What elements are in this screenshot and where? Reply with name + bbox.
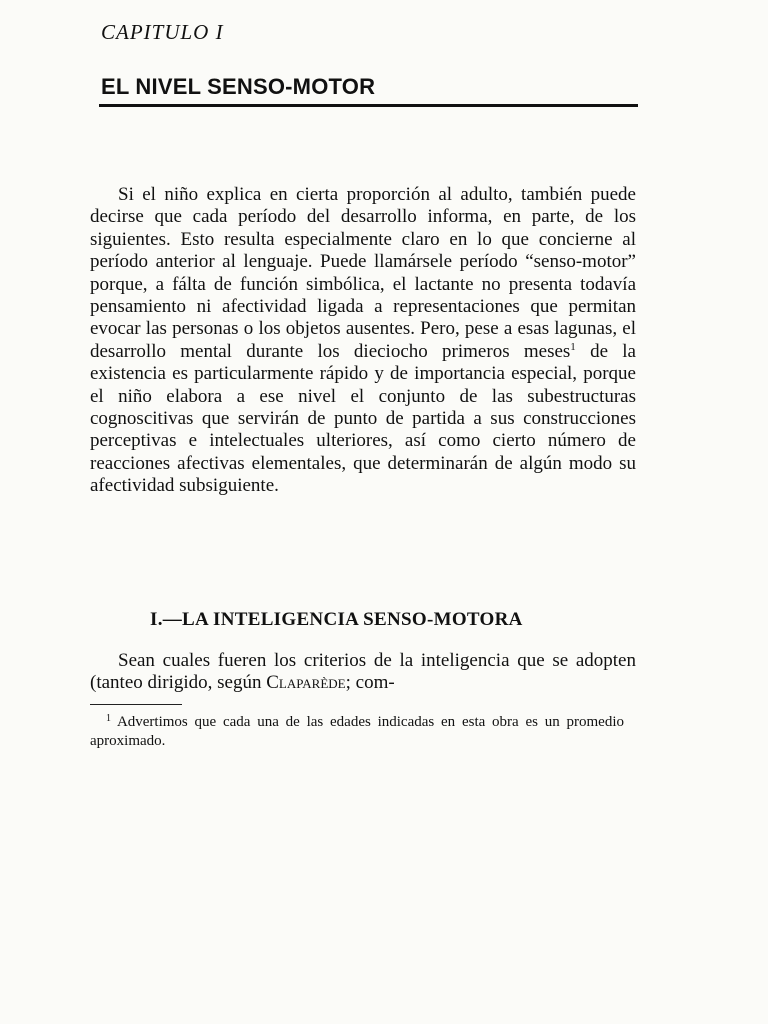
paragraph-section-text-b: ; com- xyxy=(345,672,395,694)
footnote-divider xyxy=(90,704,182,705)
paragraph-section-start xyxy=(90,650,636,695)
paragraph-intro-text-a: Si el niño explica en cierta proporción al adulto, también puede decirse que cada período del desarrollo informa, en parte, de los siguientes. Esto resulta especialmente claro en lo que concierne al período anterior al lenguaje. Puede llamársele período “senso-motor” porque, a fálta de función simbólica, el lactante no presenta todavía pensamiento ni afectividad ligada a representaciones que permitan evocar las personas o los objetos ausentes. Pero, pese a esas lagunas, el desarrollo mental durante los dieciocho primeros meses xyxy=(90,184,636,362)
chapter-label: CAPITULO I xyxy=(101,20,224,44)
section-heading: I.—LA INTELIGENCIA SENSO-MOTORA xyxy=(150,609,523,630)
paragraph-intro xyxy=(90,184,636,498)
footnote-reference: 1 xyxy=(570,340,576,353)
footnote-marker: 1 xyxy=(106,713,111,724)
paragraph-intro-text-b: de la existencia es particularmente rápido y de importancia especial, porque el niño elabora a ese nivel el conjunto de las subestructuras cognoscitivas que servirán de punto de partida a sus construcciones perceptivas e intelectuales ulteriores, así como cierto número de reacciones afectivas elementales, que determinarán de algún modo su afectividad subsiguiente. xyxy=(90,340,636,497)
footnote xyxy=(90,713,624,751)
title-underline xyxy=(99,104,638,107)
paragraph-section-text-a: Sean cuales fueren los criterios de la inteligencia que se adopten (tanteo dirigido, según xyxy=(90,650,636,694)
chapter-title: EL NIVEL SENSO-MOTOR xyxy=(101,74,376,99)
author-name: Claparède xyxy=(266,672,346,694)
footnote-text: Advertimos que cada una de las edades indicadas en esta obra es un promedio aproximado. xyxy=(90,714,624,749)
